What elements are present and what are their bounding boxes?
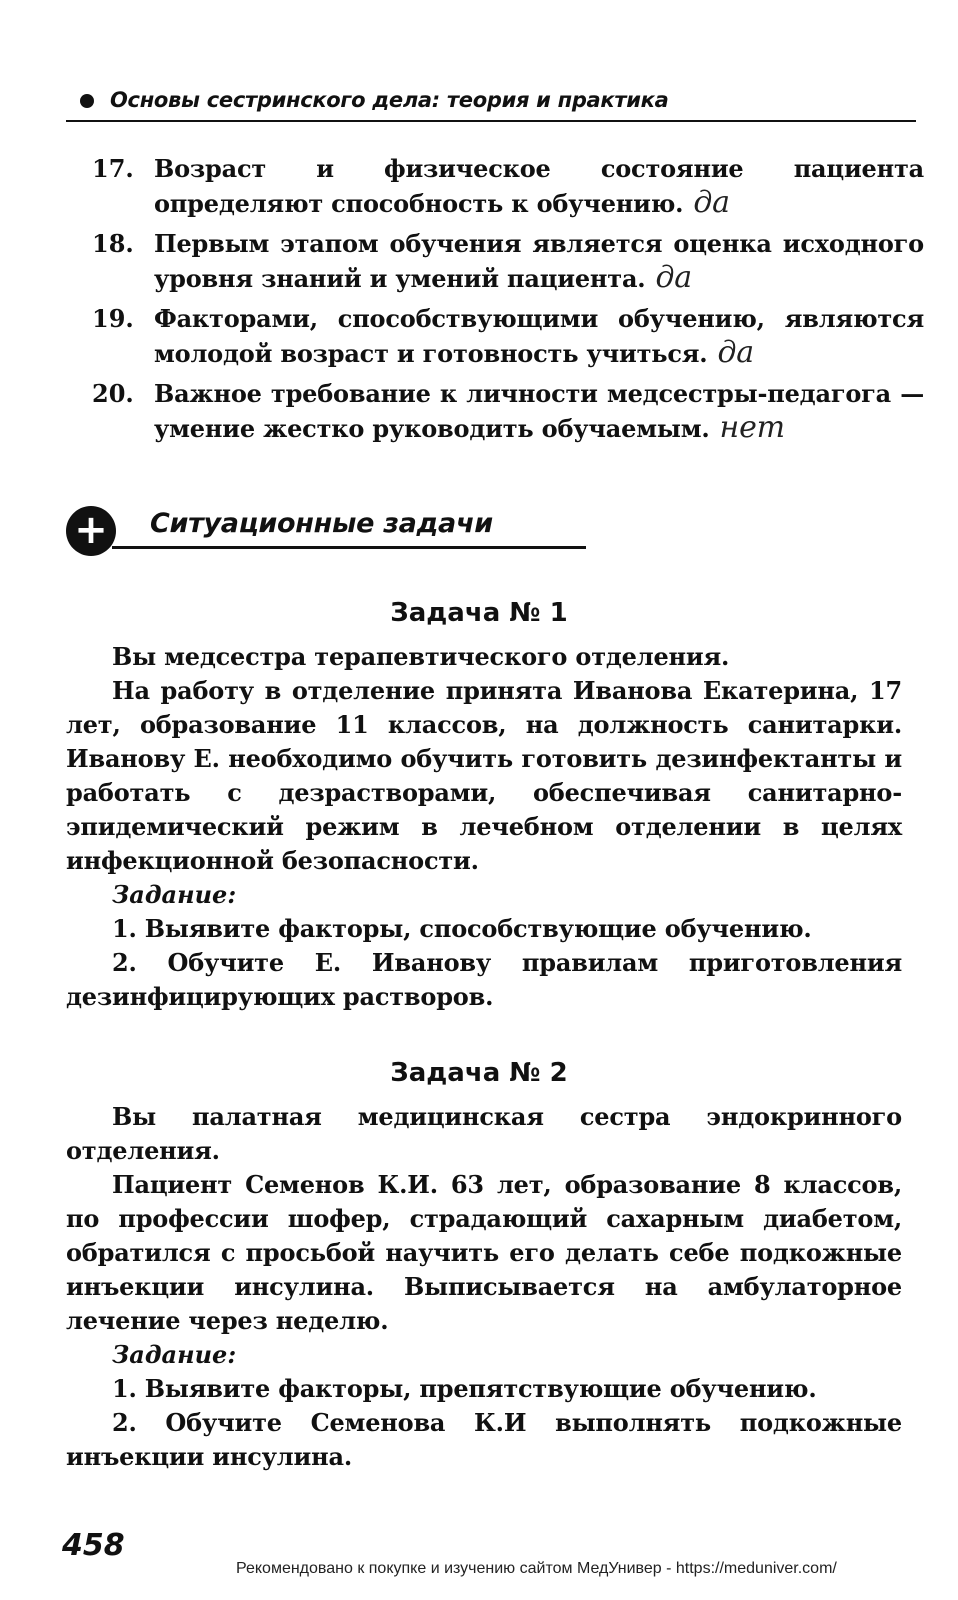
statement-text: Возраст и физическое состояние пациента определяют способность к обучению.: [154, 154, 924, 218]
task-2-description: Пациент Семенов К.И. 63 лет, образование 8 классов, по профессии шофер, страдающий сахарным диабетом, обратился с просьбой научить его делать себе подкожные инъекции инсулина. Выписывается на амбулаторное лечение через неделю.: [66, 1170, 902, 1335]
task-1-intro: Вы медсестра терапевтического отделения.: [112, 642, 730, 671]
task-2-item: 2. Обучите Семенова К.И выполнять подкожные инъекции инсулина.: [66, 1408, 902, 1471]
plus-circle-icon: +: [66, 506, 116, 556]
section-title: Ситуационные задачи: [150, 508, 493, 539]
statement-list: [92, 152, 924, 452]
handwritten-answer: да: [655, 260, 692, 295]
statement-text: Факторами, способствующими обучению, являются молодой возраст и готовность учиться.: [154, 304, 924, 368]
running-head: [66, 88, 916, 122]
handwritten-answer: да: [717, 335, 754, 370]
handwritten-answer: да: [693, 185, 730, 220]
task-1-body: [66, 640, 902, 1014]
task-2-title: Задача № 2: [390, 1058, 568, 1088]
statement-number: 19.: [92, 304, 134, 333]
statement-text: Важное требование к личности медсестры-педагога — умение жестко руководить обучаемым.: [154, 379, 924, 443]
task-2-assignment-label: Задание:: [112, 1340, 237, 1369]
task-1-item: 1. Выявите факторы, способствующие обучению.: [112, 914, 812, 943]
task-1-assignment-label: Задание:: [112, 880, 237, 909]
footer-note: Рекомендовано к покупке и изучению сайтом МедУнивер - https://meduniver.com/: [236, 1560, 837, 1577]
section-underline: [112, 546, 586, 549]
task-2-intro: Вы палатная медицинская сестра эндокринного отделения.: [66, 1102, 902, 1165]
task-1-description: На работу в отделение принята Иванова Екатерина, 17 лет, образование 11 классов, на должность санитарки. Иванову Е. необходимо обучить готовить дезинфектанты и работать с дезрастворами, обеспечивая санитарно-эпидемический режим в лечебном отделении в целях инфекционной безопасности.: [66, 676, 902, 875]
statement-item: [92, 377, 924, 446]
page-number: 458: [62, 1528, 125, 1563]
running-title: Основы сестринского дела: теория и практика: [110, 88, 669, 112]
statement-number: 18.: [92, 229, 134, 258]
section-header: [66, 502, 546, 562]
task-1-title: Задача № 1: [390, 598, 568, 628]
statement-number: 20.: [92, 379, 134, 408]
statement-item: [92, 152, 924, 221]
bullet-icon: [80, 94, 94, 108]
statement-text: Первым этапом обучения является оценка исходного уровня знаний и умений пациента.: [154, 229, 924, 293]
statement-number: 17.: [92, 154, 134, 183]
task-2-item: 1. Выявите факторы, препятствующие обучению.: [112, 1374, 817, 1403]
handwritten-answer: нет: [719, 410, 785, 445]
statement-item: [92, 302, 924, 371]
task-2-body: [66, 1100, 902, 1474]
task-1-item: 2. Обучите Е. Иванову правилам приготовления дезинфицирующих растворов.: [66, 948, 902, 1011]
statement-item: [92, 227, 924, 296]
